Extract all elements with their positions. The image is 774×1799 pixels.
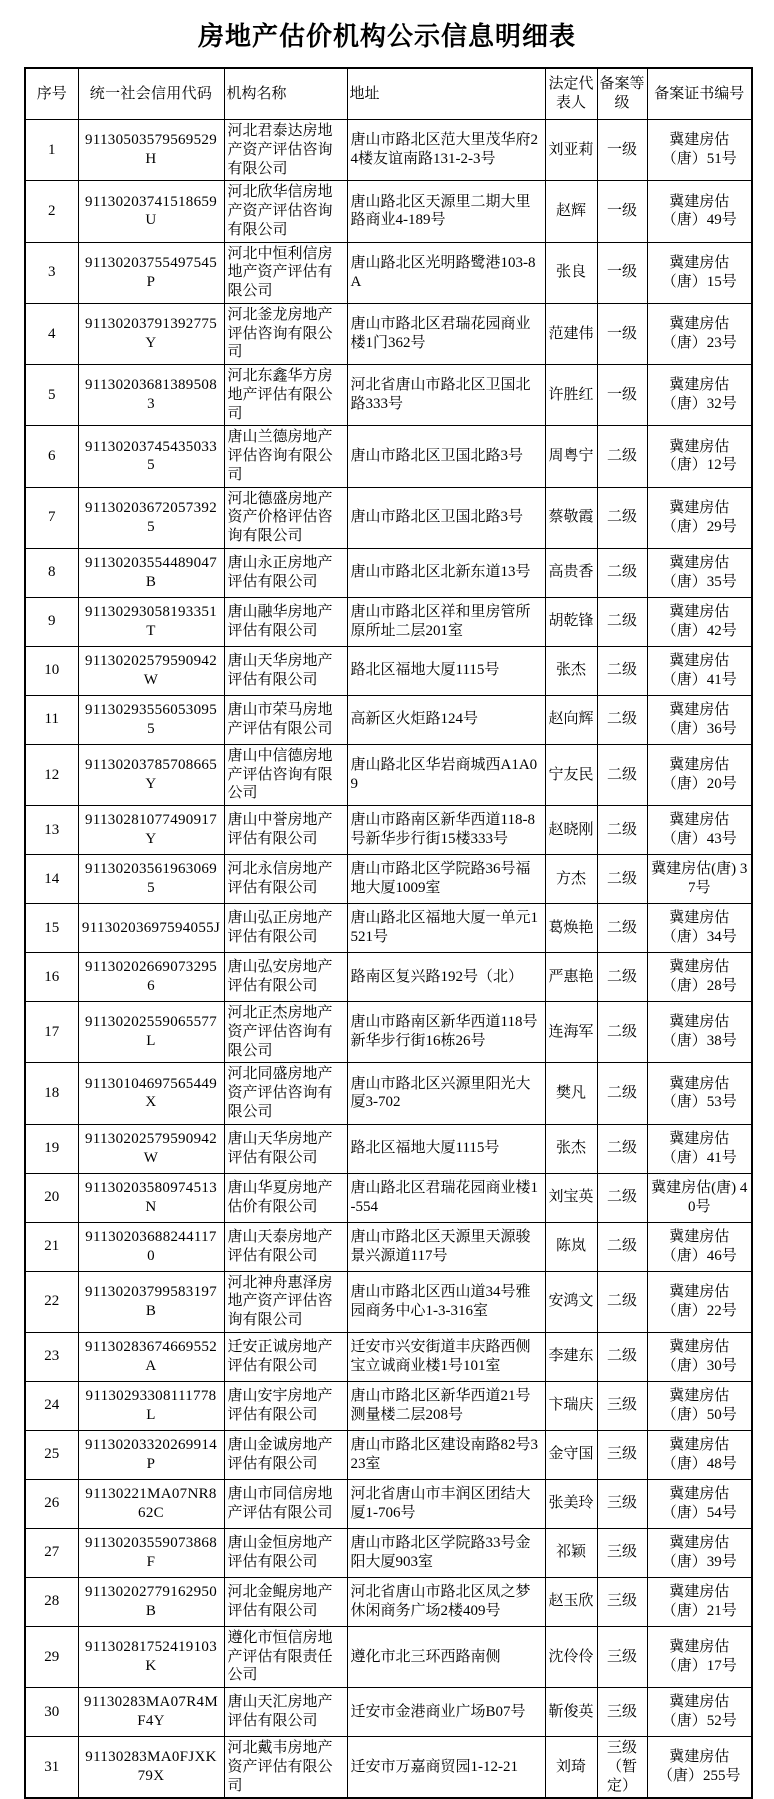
table-row xyxy=(25,744,752,805)
cell-filing-level: 二级 xyxy=(597,487,647,548)
cell-legal-representative: 许胜红 xyxy=(545,365,597,426)
cell-filing-level: 三级 xyxy=(597,1479,647,1528)
cell-certificate-number: 冀建房估（唐）20号 xyxy=(647,744,752,805)
table-row xyxy=(25,953,752,1002)
cell-certificate-number: 冀建房估（唐）23号 xyxy=(647,303,752,364)
cell-agency-name: 唐山天华房地产评估有限公司 xyxy=(224,646,347,695)
cell-credit-code: 91130293058193351T xyxy=(78,597,224,646)
cell-certificate-number: 冀建房估（唐）38号 xyxy=(647,1002,752,1063)
cell-agency-name: 唐山弘正房地产评估有限公司 xyxy=(224,904,347,953)
table-row xyxy=(25,365,752,426)
cell-agency-name: 唐山金诚房地产评估有限公司 xyxy=(224,1430,347,1479)
column-header-address: 地址 xyxy=(347,68,545,120)
cell-legal-representative: 范建伟 xyxy=(545,303,597,364)
cell-credit-code: 91130203741518659U xyxy=(78,181,224,242)
cell-filing-level: 一级 xyxy=(597,181,647,242)
cell-credit-code: 911302036813895083 xyxy=(78,365,224,426)
cell-legal-representative: 严惠艳 xyxy=(545,953,597,1002)
cell-certificate-number: 冀建房估（唐）39号 xyxy=(647,1528,752,1577)
cell-address: 唐山市路北区卫国北路3号 xyxy=(347,426,545,487)
cell-credit-code: 91130202779162950B xyxy=(78,1577,224,1626)
cell-serial: 7 xyxy=(25,487,78,548)
cell-credit-code: 91130221MA07NR862C xyxy=(78,1479,224,1528)
cell-legal-representative: 高贵香 xyxy=(545,548,597,597)
cell-legal-representative: 赵玉欣 xyxy=(545,1577,597,1626)
cell-serial: 31 xyxy=(25,1737,78,1799)
cell-filing-level: 一级 xyxy=(597,303,647,364)
cell-credit-code: 91130203554489047B xyxy=(78,548,224,597)
cell-filing-level: 二级 xyxy=(597,695,647,744)
table-row xyxy=(25,1271,752,1332)
cell-certificate-number: 冀建房估（唐）12号 xyxy=(647,426,752,487)
cell-serial: 14 xyxy=(25,855,78,904)
cell-serial: 8 xyxy=(25,548,78,597)
table-row xyxy=(25,597,752,646)
cell-serial: 28 xyxy=(25,1577,78,1626)
cell-legal-representative: 陈岚 xyxy=(545,1222,597,1271)
cell-address: 迁安市兴安街道丰庆路西侧宝立诚商业楼1号101室 xyxy=(347,1332,545,1381)
cell-address: 唐山市路北区卫国北路3号 xyxy=(347,487,545,548)
table-row xyxy=(25,1430,752,1479)
cell-agency-name: 河北戴韦房地产资产评估有限公司 xyxy=(224,1737,347,1799)
cell-agency-name: 河北东鑫华方房地产评估有限公司 xyxy=(224,365,347,426)
cell-legal-representative: 张良 xyxy=(545,242,597,303)
cell-address: 唐山市路南区新华西道118号新华步行街16栋26号 xyxy=(347,1002,545,1063)
table-row xyxy=(25,646,752,695)
cell-legal-representative: 宁友民 xyxy=(545,744,597,805)
cell-filing-level: 二级 xyxy=(597,1332,647,1381)
cell-legal-representative: 靳俊英 xyxy=(545,1688,597,1737)
cell-legal-representative: 李建东 xyxy=(545,1332,597,1381)
cell-credit-code: 911302037454350335 xyxy=(78,426,224,487)
cell-filing-level: 二级 xyxy=(597,1222,647,1271)
cell-agency-name: 唐山中誉房地产评估有限公司 xyxy=(224,806,347,855)
cell-address: 唐山市路北区北新东道13号 xyxy=(347,548,545,597)
cell-serial: 1 xyxy=(25,120,78,181)
cell-address: 唐山路北区福地大厦一单元1521号 xyxy=(347,904,545,953)
cell-certificate-number: 冀建房估（唐）49号 xyxy=(647,181,752,242)
cell-filing-level: 三级 xyxy=(597,1430,647,1479)
cell-serial: 20 xyxy=(25,1173,78,1222)
cell-legal-representative: 刘亚莉 xyxy=(545,120,597,181)
table-row xyxy=(25,806,752,855)
cell-legal-representative: 赵向辉 xyxy=(545,695,597,744)
table-row xyxy=(25,1063,752,1124)
cell-filing-level: 二级 xyxy=(597,855,647,904)
cell-serial: 27 xyxy=(25,1528,78,1577)
cell-address: 河北省唐山市路北区卫国北路333号 xyxy=(347,365,545,426)
records-table xyxy=(24,67,753,1799)
cell-filing-level: 二级 xyxy=(597,953,647,1002)
cell-credit-code: 91130203580974513N xyxy=(78,1173,224,1222)
cell-address: 唐山路北区君瑞花园商业楼1-554 xyxy=(347,1173,545,1222)
cell-credit-code: 91130281752419103K xyxy=(78,1626,224,1687)
cell-serial: 17 xyxy=(25,1002,78,1063)
cell-certificate-number: 冀建房估（唐）51号 xyxy=(647,120,752,181)
table-row xyxy=(25,487,752,548)
cell-credit-code: 91130293308111778L xyxy=(78,1381,224,1430)
table-row xyxy=(25,1577,752,1626)
cell-serial: 29 xyxy=(25,1626,78,1687)
table-row xyxy=(25,1626,752,1687)
cell-address: 唐山市路北区学院路36号福地大厦1009室 xyxy=(347,855,545,904)
cell-filing-level: 三级 xyxy=(597,1381,647,1430)
cell-legal-representative: 刘宝英 xyxy=(545,1173,597,1222)
cell-serial: 15 xyxy=(25,904,78,953)
table-row xyxy=(25,181,752,242)
table-row xyxy=(25,855,752,904)
cell-legal-representative: 祁颖 xyxy=(545,1528,597,1577)
cell-address: 河北省唐山市路北区凤之梦休闲商务广场2楼409号 xyxy=(347,1577,545,1626)
cell-certificate-number: 冀建房估（唐）54号 xyxy=(647,1479,752,1528)
cell-agency-name: 唐山融华房地产评估有限公司 xyxy=(224,597,347,646)
cell-serial: 6 xyxy=(25,426,78,487)
cell-agency-name: 唐山金恒房地产评估有限公司 xyxy=(224,1528,347,1577)
cell-serial: 24 xyxy=(25,1381,78,1430)
cell-legal-representative: 蔡敬霞 xyxy=(545,487,597,548)
cell-agency-name: 唐山天华房地产评估有限公司 xyxy=(224,1124,347,1173)
cell-agency-name: 唐山市荣马房地产评估有限公司 xyxy=(224,695,347,744)
table-row xyxy=(25,548,752,597)
cell-address: 唐山路北区天源里二期大里路商业4-189号 xyxy=(347,181,545,242)
cell-address: 遵化市北三环西路南侧 xyxy=(347,1626,545,1687)
cell-certificate-number: 冀建房估（唐）22号 xyxy=(647,1271,752,1332)
cell-certificate-number: 冀建房估（唐）48号 xyxy=(647,1430,752,1479)
cell-certificate-number: 冀建房估（唐）42号 xyxy=(647,597,752,646)
table-row xyxy=(25,695,752,744)
cell-credit-code: 91130202559065577L xyxy=(78,1002,224,1063)
cell-certificate-number: 冀建房估(唐) 40号 xyxy=(647,1173,752,1222)
table-row xyxy=(25,1737,752,1799)
table-row xyxy=(25,1124,752,1173)
cell-credit-code: 91130203697594055J xyxy=(78,904,224,953)
cell-agency-name: 唐山安宇房地产评估有限公司 xyxy=(224,1381,347,1430)
cell-filing-level: 二级 xyxy=(597,426,647,487)
cell-legal-representative: 樊凡 xyxy=(545,1063,597,1124)
cell-legal-representative: 金守国 xyxy=(545,1430,597,1479)
cell-credit-code: 91130104697565449X xyxy=(78,1063,224,1124)
cell-serial: 9 xyxy=(25,597,78,646)
cell-agency-name: 唐山弘安房地产评估有限公司 xyxy=(224,953,347,1002)
cell-filing-level: 二级 xyxy=(597,1173,647,1222)
cell-filing-level: 二级 xyxy=(597,806,647,855)
cell-credit-code: 91130203755497545P xyxy=(78,242,224,303)
cell-serial: 13 xyxy=(25,806,78,855)
cell-certificate-number: 冀建房估（唐）36号 xyxy=(647,695,752,744)
cell-filing-level: 二级 xyxy=(597,904,647,953)
cell-filing-level: 三级 xyxy=(597,1577,647,1626)
cell-legal-representative: 卞瑞庆 xyxy=(545,1381,597,1430)
cell-credit-code: 91130203791392775Y xyxy=(78,303,224,364)
cell-credit-code: 911302935560530955 xyxy=(78,695,224,744)
cell-serial: 23 xyxy=(25,1332,78,1381)
table-row xyxy=(25,1528,752,1577)
cell-serial: 2 xyxy=(25,181,78,242)
cell-address: 迁安市万嘉商贸园1-12-21 xyxy=(347,1737,545,1799)
cell-serial: 19 xyxy=(25,1124,78,1173)
column-header-filing-level: 备案等级 xyxy=(597,68,647,120)
cell-address: 唐山市路北区祥和里房管所原所址二层201室 xyxy=(347,597,545,646)
cell-certificate-number: 冀建房估（唐）29号 xyxy=(647,487,752,548)
cell-serial: 4 xyxy=(25,303,78,364)
table-row xyxy=(25,120,752,181)
cell-address: 唐山路北区华岩商城西A1A09 xyxy=(347,744,545,805)
cell-serial: 12 xyxy=(25,744,78,805)
cell-credit-code: 911302036720573925 xyxy=(78,487,224,548)
cell-credit-code: 911302026690732956 xyxy=(78,953,224,1002)
cell-agency-name: 唐山天泰房地产评估有限公司 xyxy=(224,1222,347,1271)
column-header-certificate-number: 备案证书编号 xyxy=(647,68,752,120)
cell-serial: 16 xyxy=(25,953,78,1002)
cell-certificate-number: 冀建房估(唐) 37号 xyxy=(647,855,752,904)
table-row xyxy=(25,904,752,953)
cell-certificate-number: 冀建房估（唐）35号 xyxy=(647,548,752,597)
cell-filing-level: 三级 xyxy=(597,1688,647,1737)
cell-agency-name: 唐山天汇房地产评估有限公司 xyxy=(224,1688,347,1737)
cell-legal-representative: 葛焕艳 xyxy=(545,904,597,953)
cell-address: 唐山市路北区范大里茂华府24楼友谊南路131-2-3号 xyxy=(347,120,545,181)
cell-address: 高新区火炬路124号 xyxy=(347,695,545,744)
table-body xyxy=(25,120,752,1799)
cell-agency-name: 河北君泰达房地产资产评估咨询有限公司 xyxy=(224,120,347,181)
cell-legal-representative: 沈伶伶 xyxy=(545,1626,597,1687)
cell-certificate-number: 冀建房估（唐）41号 xyxy=(647,646,752,695)
column-header-serial: 序号 xyxy=(25,68,78,120)
cell-filing-level: 二级 xyxy=(597,1002,647,1063)
cell-credit-code: 91130283MA07R4MF4Y xyxy=(78,1688,224,1737)
cell-address: 唐山市路北区新华西道21号测量楼二层208号 xyxy=(347,1381,545,1430)
cell-agency-name: 河北德盛房地产资产价格评估咨询有限公司 xyxy=(224,487,347,548)
page-title: 房地产估价机构公示信息明细表 xyxy=(197,21,576,51)
cell-legal-representative: 张杰 xyxy=(545,1124,597,1173)
cell-serial: 10 xyxy=(25,646,78,695)
header-row xyxy=(25,68,752,120)
cell-certificate-number: 冀建房估（唐）46号 xyxy=(647,1222,752,1271)
cell-credit-code: 91130203799583197B xyxy=(78,1271,224,1332)
cell-credit-code: 91130283MA0FJXK79X xyxy=(78,1737,224,1799)
column-header-credit-code: 统一社会信用代码 xyxy=(78,68,224,120)
cell-filing-level: 二级 xyxy=(597,1124,647,1173)
cell-agency-name: 河北釜龙房地产评估咨询有限公司 xyxy=(224,303,347,364)
table-row xyxy=(25,1002,752,1063)
cell-address: 河北省唐山市丰润区团结大厦1-706号 xyxy=(347,1479,545,1528)
cell-serial: 26 xyxy=(25,1479,78,1528)
cell-legal-representative: 赵晓刚 xyxy=(545,806,597,855)
cell-agency-name: 河北欣华信房地产资产评估咨询有限公司 xyxy=(224,181,347,242)
cell-legal-representative: 胡乾锋 xyxy=(545,597,597,646)
cell-legal-representative: 刘琦 xyxy=(545,1737,597,1799)
cell-agency-name: 唐山华夏房地产估价有限公司 xyxy=(224,1173,347,1222)
cell-agency-name: 河北中恒利信房地产资产评估有限公司 xyxy=(224,242,347,303)
cell-agency-name: 河北永信房地产评估有限公司 xyxy=(224,855,347,904)
table-row xyxy=(25,1173,752,1222)
table-header xyxy=(25,68,752,120)
cell-certificate-number: 冀建房估（唐）28号 xyxy=(647,953,752,1002)
cell-filing-level: 二级 xyxy=(597,1271,647,1332)
cell-filing-level: 二级 xyxy=(597,597,647,646)
cell-agency-name: 唐山中信德房地产评估咨询有限公司 xyxy=(224,744,347,805)
cell-serial: 30 xyxy=(25,1688,78,1737)
cell-agency-name: 河北神舟惠泽房地产资产评估咨询有限公司 xyxy=(224,1271,347,1332)
cell-address: 唐山市路北区建设南路82号323室 xyxy=(347,1430,545,1479)
cell-credit-code: 91130281077490917Y xyxy=(78,806,224,855)
cell-serial: 22 xyxy=(25,1271,78,1332)
cell-certificate-number: 冀建房估（唐）32号 xyxy=(647,365,752,426)
cell-filing-level: 二级 xyxy=(597,548,647,597)
cell-credit-code: 91130503579569529H xyxy=(78,120,224,181)
cell-certificate-number: 冀建房估（唐）43号 xyxy=(647,806,752,855)
cell-address: 唐山市路北区君瑞花园商业楼1门362号 xyxy=(347,303,545,364)
cell-serial: 3 xyxy=(25,242,78,303)
cell-legal-representative: 安鸿文 xyxy=(545,1271,597,1332)
cell-filing-level: 二级 xyxy=(597,646,647,695)
cell-address: 唐山市路北区学院路33号金阳大厦903室 xyxy=(347,1528,545,1577)
cell-certificate-number: 冀建房估（唐）17号 xyxy=(647,1626,752,1687)
cell-legal-representative: 周粤宁 xyxy=(545,426,597,487)
cell-address: 路北区福地大厦1115号 xyxy=(347,646,545,695)
cell-filing-level: 一级 xyxy=(597,365,647,426)
cell-legal-representative: 张美玲 xyxy=(545,1479,597,1528)
cell-certificate-number: 冀建房估（唐）52号 xyxy=(647,1688,752,1737)
cell-certificate-number: 冀建房估（唐）41号 xyxy=(647,1124,752,1173)
cell-address: 唐山市路南区新华西道118-8号新华步行街15楼333号 xyxy=(347,806,545,855)
cell-filing-level: 三级 xyxy=(597,1626,647,1687)
cell-credit-code: 91130203559073868F xyxy=(78,1528,224,1577)
cell-agency-name: 唐山市同信房地产评估有限公司 xyxy=(224,1479,347,1528)
cell-serial: 21 xyxy=(25,1222,78,1271)
table-row xyxy=(25,303,752,364)
cell-address: 唐山路北区光明路鹭港103-8A xyxy=(347,242,545,303)
column-header-agency-name: 机构名称 xyxy=(224,68,347,120)
cell-address: 唐山市路北区西山道34号雅园商务中心1-3-316室 xyxy=(347,1271,545,1332)
cell-certificate-number: 冀建房估（唐）50号 xyxy=(647,1381,752,1430)
cell-address: 唐山市路北区兴源里阳光大厦3-702 xyxy=(347,1063,545,1124)
cell-filing-level: 二级 xyxy=(597,744,647,805)
cell-serial: 11 xyxy=(25,695,78,744)
column-header-legal-representative: 法定代表人 xyxy=(545,68,597,120)
cell-credit-code: 911302035619630695 xyxy=(78,855,224,904)
cell-legal-representative: 连海军 xyxy=(545,1002,597,1063)
cell-filing-level: 三级（暂定） xyxy=(597,1737,647,1799)
table-row xyxy=(25,1222,752,1271)
cell-certificate-number: 冀建房估（唐）30号 xyxy=(647,1332,752,1381)
cell-credit-code: 91130202579590942W xyxy=(78,1124,224,1173)
table-row xyxy=(25,1479,752,1528)
cell-agency-name: 迁安正诚房地产评估有限公司 xyxy=(224,1332,347,1381)
cell-agency-name: 河北同盛房地产资产评估咨询有限公司 xyxy=(224,1063,347,1124)
cell-certificate-number: 冀建房估（唐）255号 xyxy=(647,1737,752,1799)
cell-credit-code: 91130283674669552A xyxy=(78,1332,224,1381)
cell-agency-name: 河北正杰房地产资产评估咨询有限公司 xyxy=(224,1002,347,1063)
cell-filing-level: 一级 xyxy=(597,242,647,303)
cell-legal-representative: 赵辉 xyxy=(545,181,597,242)
table-row xyxy=(25,1688,752,1737)
cell-serial: 25 xyxy=(25,1430,78,1479)
cell-credit-code: 91130203320269914P xyxy=(78,1430,224,1479)
cell-credit-code: 91130203785708665Y xyxy=(78,744,224,805)
cell-legal-representative: 方杰 xyxy=(545,855,597,904)
cell-filing-level: 一级 xyxy=(597,120,647,181)
cell-certificate-number: 冀建房估（唐）53号 xyxy=(647,1063,752,1124)
cell-agency-name: 河北金鲲房地产评估有限公司 xyxy=(224,1577,347,1626)
cell-agency-name: 遵化市恒信房地产评估有限责任公司 xyxy=(224,1626,347,1687)
cell-legal-representative: 张杰 xyxy=(545,646,597,695)
table-row xyxy=(25,1332,752,1381)
cell-filing-level: 二级 xyxy=(597,1063,647,1124)
cell-credit-code: 911302036882441170 xyxy=(78,1222,224,1271)
cell-certificate-number: 冀建房估（唐）15号 xyxy=(647,242,752,303)
cell-serial: 18 xyxy=(25,1063,78,1124)
table-row xyxy=(25,242,752,303)
cell-address: 路南区复兴路192号（北） xyxy=(347,953,545,1002)
cell-agency-name: 唐山永正房地产评估有限公司 xyxy=(224,548,347,597)
cell-address: 路北区福地大厦1115号 xyxy=(347,1124,545,1173)
cell-certificate-number: 冀建房估（唐）34号 xyxy=(647,904,752,953)
cell-agency-name: 唐山兰德房地产评估咨询有限公司 xyxy=(224,426,347,487)
cell-address: 迁安市金港商业广场B07号 xyxy=(347,1688,545,1737)
table-row xyxy=(25,426,752,487)
cell-certificate-number: 冀建房估（唐）21号 xyxy=(647,1577,752,1626)
cell-filing-level: 三级 xyxy=(597,1528,647,1577)
cell-address: 唐山市路北区天源里天源骏景兴源道117号 xyxy=(347,1222,545,1271)
cell-credit-code: 91130202579590942W xyxy=(78,646,224,695)
table-row xyxy=(25,1381,752,1430)
cell-serial: 5 xyxy=(25,365,78,426)
